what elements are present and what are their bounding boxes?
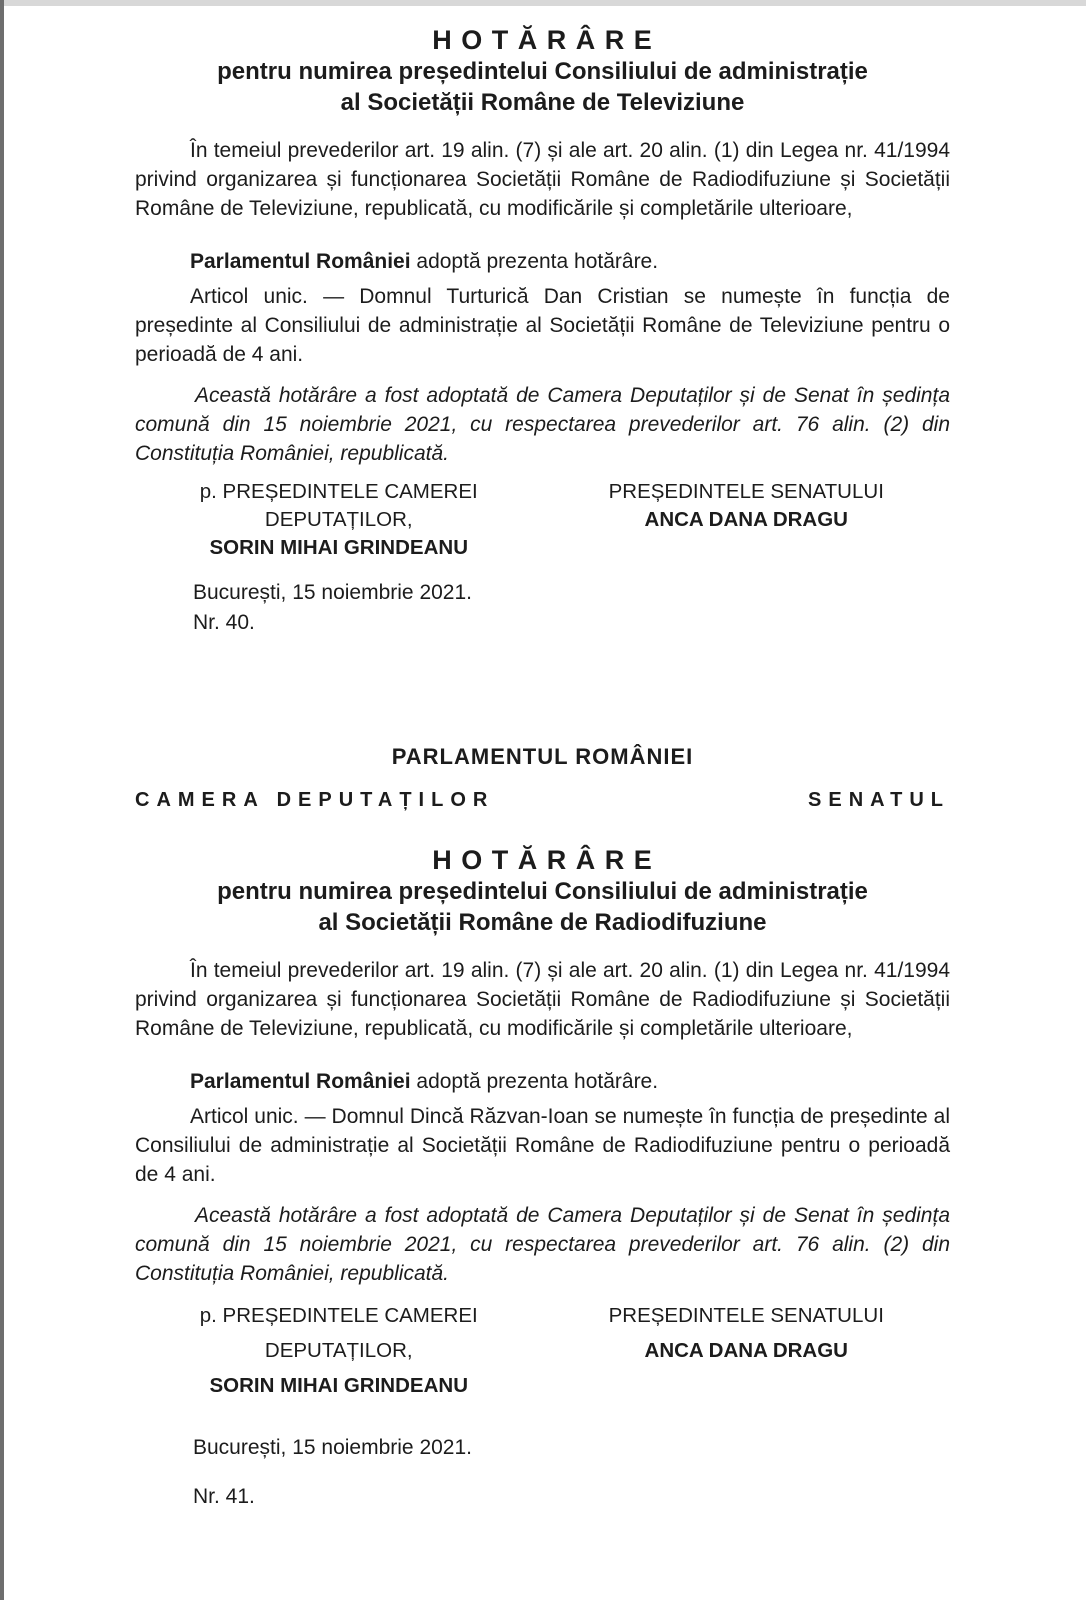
decision1-signature-left <box>135 478 543 562</box>
decision1-sig-right-name: ANCA DANA DRAGU <box>644 508 848 531</box>
decision2-subtitle-line1: pentru numirea președintelui Consiliului de administrație <box>217 878 868 905</box>
decision2-sig-right-role: PREȘEDINTELE SENATULUI <box>608 1304 884 1327</box>
decision2-article-lead: Articol unic. — <box>190 1105 326 1128</box>
decision1-adoption-note: Această hotărâre a fost adoptată de Camera Deputaților și de Senat în ședința comună din 15 noiembrie 2021, cu respectarea prevederilor art. 76 alin. (2) din Constituția României, republicată. <box>135 384 950 465</box>
decision2-signature-right <box>543 1298 951 1403</box>
decision1-enactment-subject: Parlamentul României <box>190 250 411 273</box>
decision1-enactment-rest: adoptă prezenta hotărâre. <box>410 250 659 273</box>
decision2-enactment-rest: adoptă prezenta hotărâre. <box>410 1070 659 1093</box>
decision1-sig-left-role-line1: p. PREȘEDINTELE CAMEREI <box>199 480 478 503</box>
chamber-of-deputies-label: CAMERA DEPUTAȚILOR <box>135 789 495 811</box>
decision2-enactment <box>135 1067 950 1096</box>
decision2-signatures <box>135 1298 950 1403</box>
decision2-enactment-subject: Parlamentul României <box>190 1070 411 1093</box>
decision-1-televiziune <box>135 24 950 638</box>
decision2-adoption-note: Această hotărâre a fost adoptată de Camera Deputaților și de Senat în ședința comună din 15 noiembrie 2021, cu respectarea prevederilor art. 76 alin. (2) din Constituția României, republicată. <box>135 1204 950 1285</box>
decision1-number: Nr. 40. <box>193 611 255 634</box>
decision2-article <box>135 1102 950 1189</box>
decision1-article <box>135 282 950 369</box>
decision2-place-date: București, 15 noiembrie 2021. <box>193 1436 472 1459</box>
decision1-enactment <box>135 247 950 276</box>
decision2-sig-right-name: ANCA DANA DRAGU <box>644 1339 848 1362</box>
chambers-row <box>135 786 950 814</box>
decision1-sig-left-role-line2: DEPUTAȚILOR, <box>264 508 413 531</box>
decision1-place-date: București, 15 noiembrie 2021. <box>193 581 472 604</box>
decision2-sig-left-name: SORIN MIHAI GRINDEANU <box>209 1374 469 1397</box>
decision2-title: H O T Ă R Â R E <box>432 845 653 875</box>
decision1-sig-left-name: SORIN MIHAI GRINDEANU <box>209 536 469 559</box>
senate-label: SENATUL <box>808 789 950 811</box>
decision-2-radiodifuziune <box>135 844 950 1511</box>
decision2-number: Nr. 41. <box>193 1485 255 1508</box>
decision1-signatures <box>135 478 950 562</box>
decision1-preamble: În temeiul prevederilor art. 19 alin. (7) și ale art. 20 alin. (1) din Legea nr. 41/1994 privind organizarea și funcționarea Societății Române de Radiodifuziune și Societății Române de Televiziune, republicată, cu modificările și completările ulterioare, <box>135 139 950 220</box>
decision1-signature-right <box>543 478 951 562</box>
decision1-subtitle-line2: al Societății Române de Televiziune <box>340 89 745 116</box>
scan-left-edge-line <box>0 0 4 1600</box>
decision2-preamble: În temeiul prevederilor art. 19 alin. (7) și ale art. 20 alin. (1) din Legea nr. 41/1994 privind organizarea și funcționarea Societății Române de Radiodifuziune și Societății Române de Televiziune, republicată, cu modificările și completările ulterioare, <box>135 959 950 1040</box>
decision2-signature-left <box>135 1298 543 1403</box>
decision1-article-lead: Articol unic. — <box>190 285 345 308</box>
decision2-sig-left-role-line2: DEPUTAȚILOR, <box>264 1339 413 1362</box>
decision1-article-rest: Domnul Turturică Dan Cristian se numește în funcția de președinte al Consiliului de administrație al Societății Române de Televiziune pentru o perioadă de 4 ani. <box>135 285 950 366</box>
parliament-title: PARLAMENTUL ROMÂNIEI <box>391 744 694 769</box>
decision2-article-rest: Domnul Dincă Răzvan-Ioan se numește în funcția de președinte al Consiliului de administrație al Societății Române de Radiodifuziune pentru o perioadă de 4 ani. <box>135 1105 950 1186</box>
decision1-subtitle-line1: pentru numirea președintelui Consiliului de administrație <box>217 58 868 85</box>
parliament-header-section <box>135 742 950 814</box>
decision1-sig-right-role: PREȘEDINTELE SENATULUI <box>608 480 884 503</box>
decision1-title: H O T Ă R Â R E <box>432 25 653 55</box>
decision2-subtitle-line2: al Societății Române de Radiodifuziune <box>318 909 767 936</box>
decision2-sig-left-role-line1: p. PREȘEDINTELE CAMEREI <box>199 1304 478 1327</box>
scan-top-edge-line <box>0 0 1086 6</box>
